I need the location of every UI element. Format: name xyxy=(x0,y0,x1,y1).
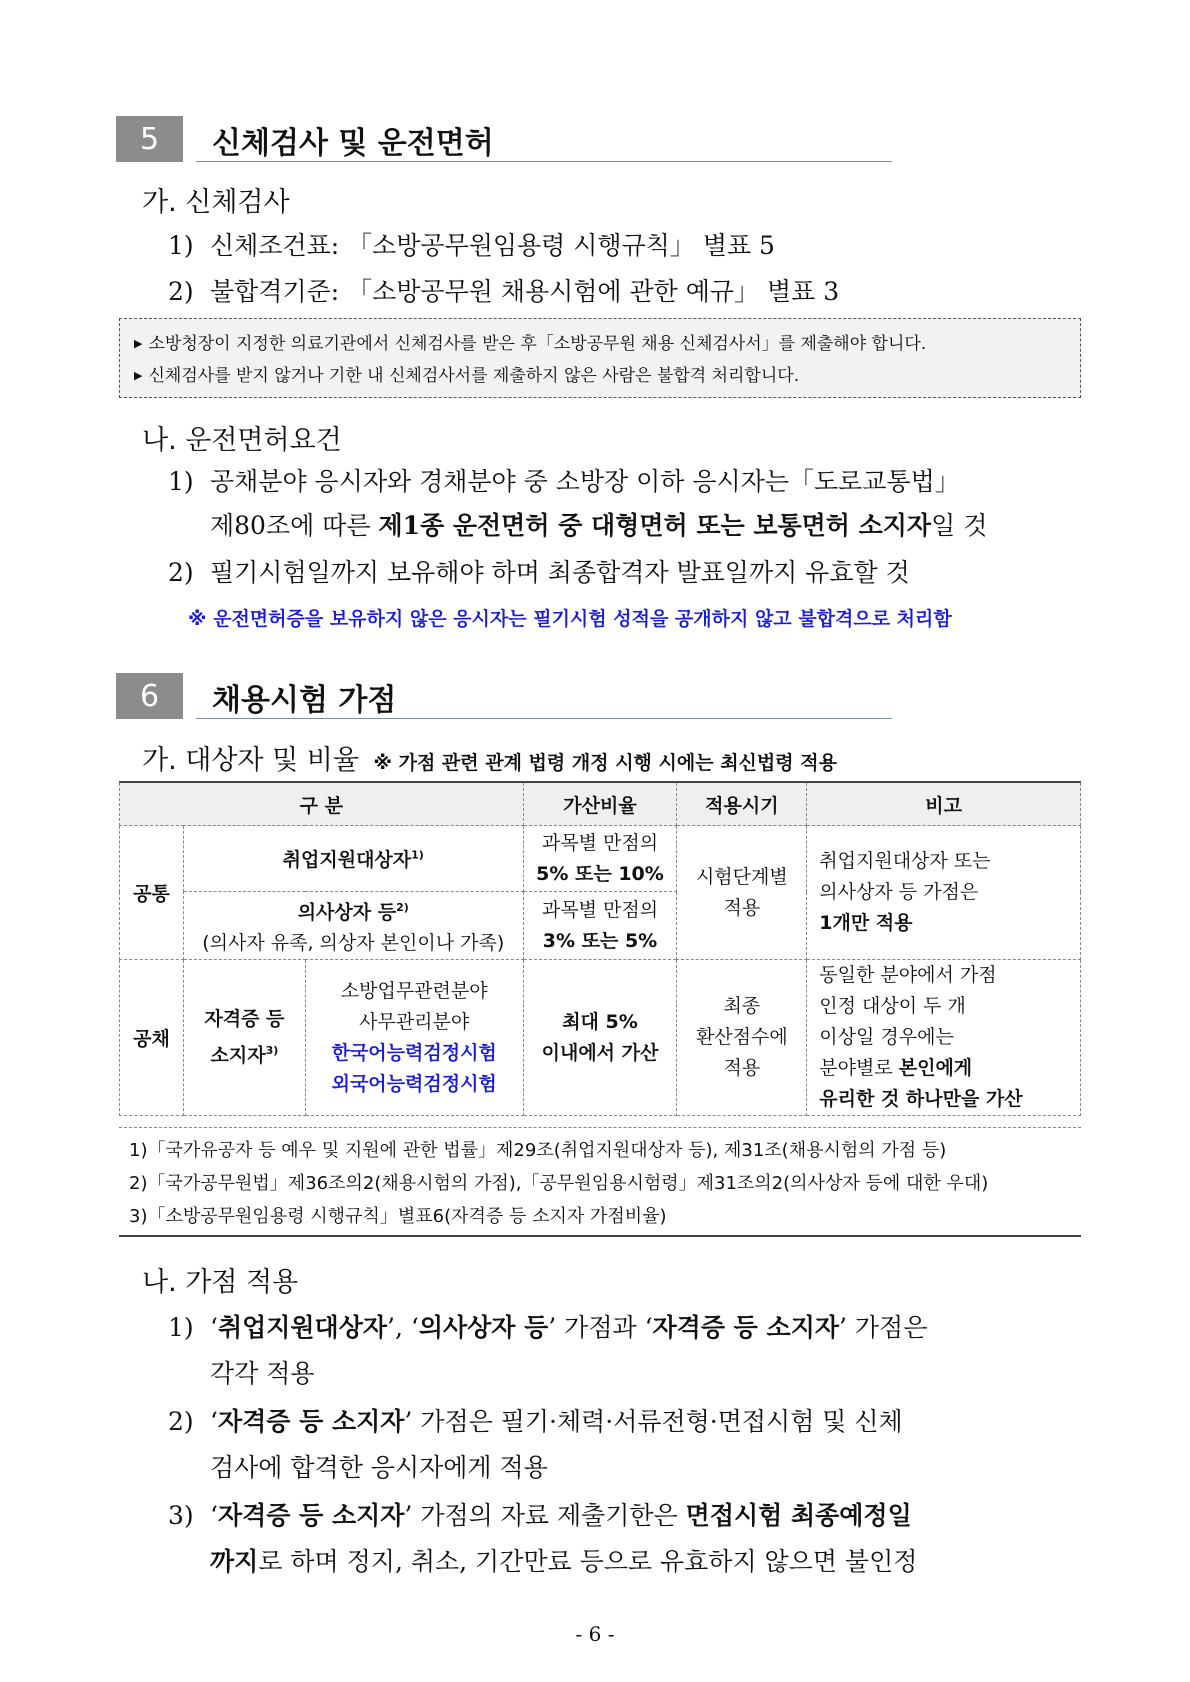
notice-line: ▶ 소방청장이 지정한 의료기관에서 신체검사를 받은 후「소방공무원 채용 신체검사서」를 제출해야 합니다. xyxy=(134,334,927,354)
notice-line: ▶ 신체검사를 받지 않거나 기한 내 신체검사서를 제출하지 않은 사람은 불합격 처리합니다. xyxy=(134,366,800,386)
employment-support-cell: 취업지원대상자$^{1)}$ xyxy=(183,826,523,892)
table-footnotes xyxy=(119,1127,1081,1237)
injured-persons-cell: 의사상자 등$^{2)}$ (의사자 유족, 의상자 본인이나 가족) xyxy=(183,892,523,960)
section-number: 5 xyxy=(116,116,183,162)
triangle-bullet-icon: ▶ xyxy=(134,369,143,382)
list-item: 2) 불합격기준: 「소방공무원 채용시험에 관한 예규」 별표 3 xyxy=(168,277,840,306)
common-label: 공통 xyxy=(120,826,184,960)
page-number: - 6 - xyxy=(575,1622,615,1646)
list-item: 1) 공채분야 응시자와 경채분야 중 소방장 이하 응시자는「도로교통법」 xyxy=(168,467,960,496)
rate-cell: 과목별 만점의 5% 또는 10% xyxy=(523,826,677,892)
list-item-continuation: 각각 적용 xyxy=(210,1359,315,1388)
section-6-header xyxy=(116,673,892,719)
list-item: 2) ‘자격증 등 소지자’ 가점은 필기·체력·서류전형·면접시험 및 신체 xyxy=(168,1407,903,1436)
subheading-driving-license: 나. 운전면허요건 xyxy=(142,425,342,456)
bonus-points-table xyxy=(119,781,1081,1116)
list-item-continuation: 검사에 합격한 응시자에게 적용 xyxy=(210,1453,548,1482)
subheading-targets: 가. 대상자 및 비율 ※ 가점 관련 관계 법령 개정 시행 시에는 최신법령 적용 xyxy=(142,745,837,776)
license-requirement: 제1종 운전면허 중 대형면허 또는 보통면허 소지자 xyxy=(378,511,932,540)
notice-box xyxy=(119,318,1081,398)
list-item-continuation: 제80조에 따른 제1종 운전면허 중 대형면허 또는 보통면허 소지자일 것 xyxy=(210,511,988,540)
header-remarks: 비고 xyxy=(807,782,1081,826)
footnote: 2)「국가공무원법」제36조의2(채용시험의 가점),「공무원임용시험령」제31조의2(의사상자 등에 대한 우대) xyxy=(129,1173,989,1194)
section-number: 6 xyxy=(116,673,183,719)
footnote: 3)「소방공무원임용령 시행규칙」별표6(자격증 등 소지자 가점비율) xyxy=(129,1206,667,1227)
triangle-bullet-icon: ▶ xyxy=(134,337,143,350)
section-underline xyxy=(196,161,892,162)
gongchae-label: 공채 xyxy=(120,960,184,1116)
section-title: 신체검사 및 운전면허 xyxy=(212,126,494,161)
certificate-holder-cell: 자격증 등 소지자$^{3)}$ xyxy=(183,960,305,1116)
law-note: ※ 가점 관련 관계 법령 개정 시행 시에는 최신법령 적용 xyxy=(373,752,837,774)
section-title: 채용시험 가점 xyxy=(212,683,397,718)
license-note: ※ 운전면허증을 보유하지 않은 응시자는 필기시험 성적을 공개하지 않고 불합격으로 처리함 xyxy=(188,608,952,630)
table-row xyxy=(120,960,1081,1116)
section-5-header xyxy=(116,116,892,162)
rate-cell: 최대 5% 이내에서 가산 xyxy=(523,960,677,1116)
section-underline xyxy=(196,718,892,719)
timing-cell: 시험단계별 적용 xyxy=(677,826,807,960)
header-timing: 적용시기 xyxy=(677,782,807,826)
timing-cell: 최종 환산점수에 적용 xyxy=(677,960,807,1116)
footnote: 1)「국가유공자 등 예우 및 지원에 관한 법률」제29조(취업지원대상자 등), 제31조(채용시험의 가점 등) xyxy=(129,1140,947,1161)
subheading-application: 나. 가점 적용 xyxy=(142,1267,299,1298)
certificate-fields-cell: 소방업무관련분야 사무관리분야 한국어능력검정시험 외국어능력검정시험 xyxy=(305,960,523,1116)
table-row xyxy=(120,826,1081,892)
rate-cell: 과목별 만점의 3% 또는 5% xyxy=(523,892,677,960)
table-header-row xyxy=(120,782,1081,826)
header-rate: 가산비율 xyxy=(523,782,677,826)
remarks-cell: 취업지원대상자 또는 의사상자 등 가점은 1개만 적용 xyxy=(807,826,1081,960)
subheading-physical-exam: 가. 신체검사 xyxy=(142,187,290,218)
header-category: 구 분 xyxy=(120,782,524,826)
list-item: 2) 필기시험일까지 보유해야 하며 최종합격자 발표일까지 유효할 것 xyxy=(168,558,910,587)
list-item: 1) 신체조건표: 「소방공무원임용령 시행규칙」 별표 5 xyxy=(168,231,775,260)
remarks-cell: 동일한 분야에서 가점 인정 대상이 두 개 이상일 경우에는 분야별로 본인에게 유리한 것 하나만을 가산 xyxy=(807,960,1081,1116)
list-item-continuation: 까지로 하며 정지, 취소, 기간만료 등으로 유효하지 않으면 불인정 xyxy=(210,1547,918,1576)
list-item: 1) ‘취업지원대상자’, ‘의사상자 등’ 가점과 ‘자격증 등 소지자’ 가점은 xyxy=(168,1313,928,1342)
list-item: 3) ‘자격증 등 소지자’ 가점의 자료 제출기한은 면접시험 최종예정일 xyxy=(168,1501,912,1530)
